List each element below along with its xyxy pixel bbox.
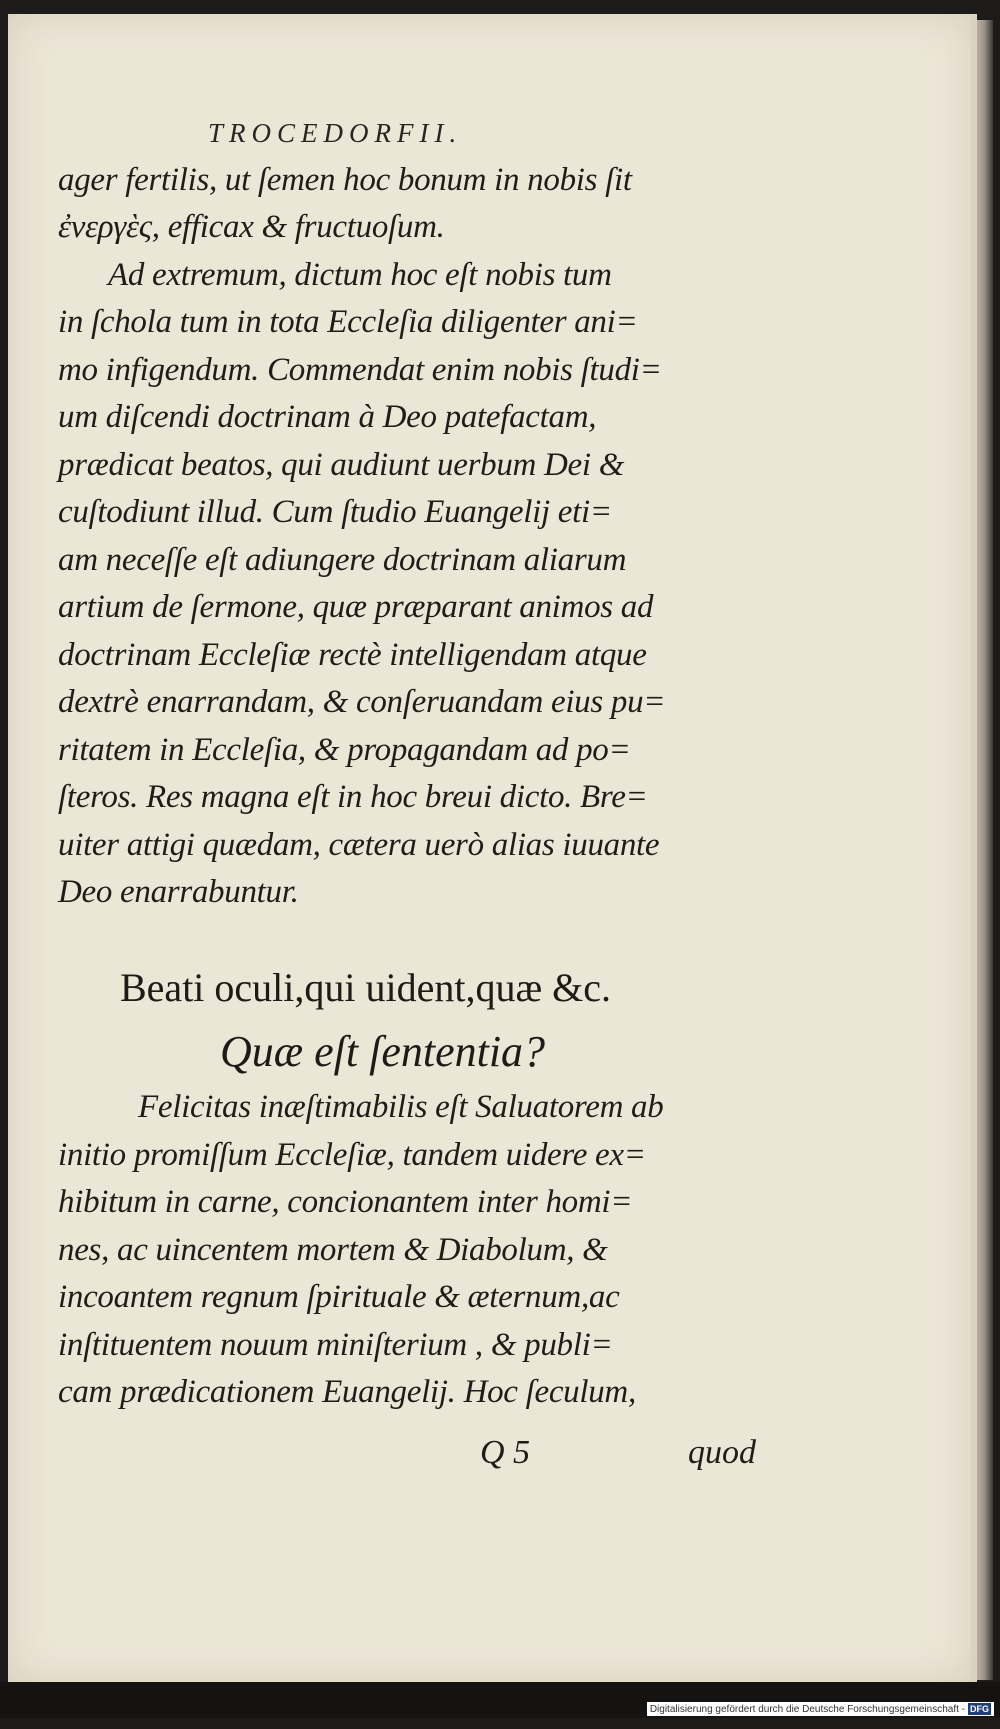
text-line: incoantem regnum ſpirituale & æternum,ac — [58, 1279, 620, 1315]
text-line: ager fertilis, ut ſemen hoc bonum in nobis ſit — [58, 162, 632, 198]
text-line: doctrinam Eccleſiæ rectè intelligendam atque — [58, 637, 647, 673]
text-line: cam prædicationem Euangelij. Hoc ſeculum, — [58, 1374, 636, 1410]
text-line: Ad extremum, dictum hoc eſt nobis tum — [108, 257, 612, 293]
running-head: TROCEDORFII. — [208, 118, 463, 148]
text-line: am neceſſe eſt adiungere doctrinam aliarum — [58, 542, 627, 578]
section-heading: Beati oculi,qui uident,quæ &c. — [120, 965, 612, 1010]
text-line: hibitum in carne, concionantem inter homi= — [58, 1184, 633, 1220]
text-line: prædicat beatos, qui audiunt uerbum Dei & — [58, 447, 625, 483]
text-line: Felicitas inæſtimabilis eſt Saluatorem ab — [138, 1089, 664, 1125]
text-line: mo infigendum. Commendat enim nobis ſtudi= — [58, 352, 662, 388]
text-line: ſteros. Res magna eſt in hoc breui dicto. Bre= — [58, 779, 648, 815]
text-line: artium de ſermone, quæ præparant animos ad — [58, 589, 654, 625]
text-line: um diſcendi doctrinam à Deo patefactam, — [58, 399, 597, 435]
text-line: initio promiſſum Eccleſiæ, tandem uidere ex= — [58, 1137, 646, 1173]
scan-footer — [0, 1682, 1000, 1718]
text-line: cuſtodiunt illud. Cum ſtudio Euangelij eti= — [58, 494, 612, 530]
section-question: Quæ eſt ſententia? — [220, 1027, 546, 1076]
text-line: in ſchola tum in tota Eccleſia diligenter ani= — [58, 304, 638, 340]
text-line: ritatem in Eccleſia, & propagandam ad po= — [58, 732, 631, 768]
text-line: ἐνεργὲς, efficax & fructuoſum. — [58, 209, 445, 245]
digitization-credit — [647, 1702, 994, 1716]
text-line: dextrè enarrandam, & conſeruandam eius pu= — [58, 684, 666, 720]
text-line: nes, ac uincentem mortem & Diabolum, & — [58, 1232, 608, 1268]
credit-text: Digitalisierung gefördert durch die Deutsche Forschungsgemeinschaft - — [649, 1703, 965, 1715]
text-line: Deo enarrabuntur. — [58, 874, 299, 910]
dfg-logo: DFG — [970, 1704, 989, 1714]
signature-mark: Q 5 — [480, 1434, 531, 1471]
book-page — [8, 14, 977, 1682]
catchword: quod — [688, 1434, 756, 1471]
text-line: uiter attigi quædam, cætera uerò alias iuuante — [58, 827, 660, 863]
text-line: inſtituentem nouum miniſterium , & publi= — [58, 1327, 613, 1363]
